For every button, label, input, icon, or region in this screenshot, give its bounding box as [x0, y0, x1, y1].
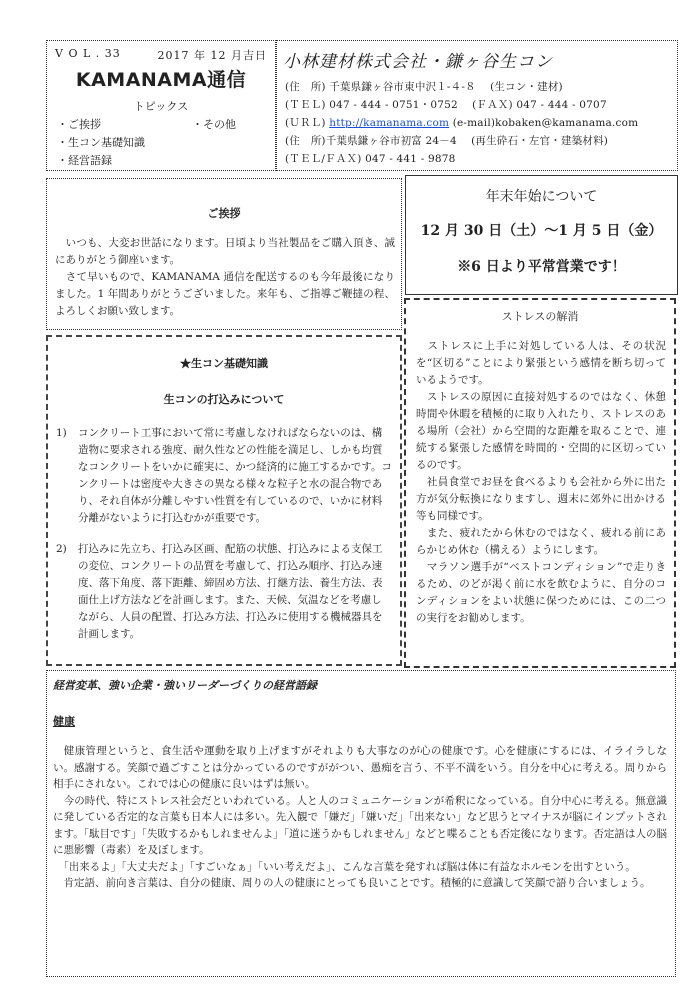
quotes-paragraph: 健康管理というと、食生活や運動を取り上げますがそれよりも大事なのが心の健康です。心を健康にするには、イライラしない。感謝する。笑顔で過ごすことは分かっているのですががつい、愚痴を言う、不平不満をいう。自分を中心に考える。周りから相手にされない。これでは心の健康に良いはずは無い。 — [53, 745, 667, 790]
quotes-title: 経営変革、強い企業・強いリーダーづくりの経営語録 — [53, 679, 317, 692]
holiday-notice-box — [405, 175, 678, 295]
issue-volume: V O L . 33 — [55, 47, 121, 60]
company-url-line — [285, 115, 638, 130]
item-number: 1) — [56, 427, 67, 439]
holiday-resume-note: ※6 日より平常営業です！ — [457, 259, 626, 275]
company-address-2: (住 所)千葉県鎌ヶ谷市初富 24－4 (再生砕石・左官・建築材料) — [285, 135, 609, 147]
stress-paragraph: ストレスの原因に直接対処するのではなく、休憩時間や休暇を積極的に取り入れたり、ストレスのある場所（会社）から空間的な距離を取ることで、連続する緊張した感情を時間的・空間的に区切っているのです。 — [416, 391, 666, 471]
holiday-dates: 12 月 30 日（土）～1 月 5 日（金） — [420, 223, 663, 239]
item-text: 打込みに先立ち、打込み区画、配筋の状態、打込みによる支保工の変位、コンクリートの品質を考慮して、打込み順序、打込み速度、落下角度、落下距離、締固め方法、打継方法、養生方法、表面仕上げ方法などを計画します。また、天候、気温などを考慮しながら、人員の配置、打込み方法、打込みに使用する機械器具を計画します。 — [78, 543, 383, 640]
stress-column-box — [404, 298, 676, 668]
holiday-title: 年末年始について — [485, 189, 598, 205]
masthead-box — [46, 40, 276, 171]
quotes-paragraph: 肯定語、前向き言葉は、自分の健康、周りの人の健康にとっても良いことです。積極的に意識して笑顔で語り合いましょう。 — [53, 877, 651, 889]
management-quotes-box — [46, 670, 676, 977]
greeting-box — [46, 178, 402, 330]
knowledge-title: ★生コン基礎知識 — [180, 357, 268, 370]
greeting-title: ご挨拶 — [207, 207, 241, 220]
knowledge-subtitle: 生コンの打込みについて — [163, 393, 285, 406]
greeting-paragraph: さて早いもので、KAMANAMA 通信を配送するのも今年最後になりました。1 年間ありがとうございました。来年も、ご指導ご鞭撻の程、よろしくお願い致します。 — [55, 271, 395, 317]
greeting-paragraph: いつも、大変お世話になります。日頃より当社製品をご購入頂き、誠にありがとう御座います。 — [55, 237, 395, 266]
topic-item: ・ご挨拶 — [57, 118, 101, 131]
issue-date: 2017 年 12 月吉日 — [157, 49, 267, 62]
newsletter-title: KAMANAMA通信 — [75, 69, 247, 91]
website-link[interactable]: http://kamanama.com — [329, 117, 450, 129]
stress-paragraph: 社員食堂でお昼を食べるよりも会社から外に出た方が気分転換になりますし、週末に郊外に出かける等も同様です。 — [416, 476, 666, 522]
issue-line — [55, 47, 267, 63]
topic-item: ・経営語録 — [57, 154, 112, 167]
knowledge-item — [54, 541, 392, 643]
topic-item: ・その他 — [192, 118, 236, 131]
item-number: 2) — [56, 543, 67, 555]
stress-paragraph: マラソン選手が“ベストコンディション”で走りきるため、のどが渇く前に水を飲むように、自分のコンディションをよい状態に保つためには、この二つの実行をお勧めします。 — [416, 561, 666, 624]
quotes-paragraph: 「出来るよ」「大丈夫だよ」「すごいなぁ」「いい考えだよ」、こんな言葉を発すれば脳は体に有益なホルモンを出すという。 — [53, 860, 636, 873]
stress-paragraph: また、疲れたから休むのではなく、疲れる前にあらかじめ休む（構える）ようにします。 — [416, 527, 666, 556]
stress-paragraph: ストレスに上手に対処している人は、その状況を“区切る”ことにより緊張という感情を断ち切っているようです。 — [416, 340, 666, 386]
knowledge-item — [54, 425, 392, 527]
quotes-paragraph: 今の時代、特にストレス社会だといわれている。人と人のコミュニケーションが希釈になっている。自分中心に考える。無意識に発している否定的な言葉も日本人には多い。先入観で「嫌だ」「嫌いだ」「出来ない」など思うとマイナスが脳にインプットされます。「駄目です」「失敗するかもしれませんよ」「道に迷うかもしれません」などと喋ることも否定後になります。否定語は人の脳に悪影響（毒素）を及ぼします。 — [53, 794, 667, 856]
company-name: 小林建材株式会社・鎌ヶ谷生コン — [283, 52, 553, 72]
knowledge-box — [46, 335, 402, 666]
topics-heading: トピックス — [133, 100, 189, 113]
company-address-1: (住 所) 千葉県鎌ヶ谷市東中沢１-４-８ (生コン・建材) — [285, 81, 563, 93]
company-tel-2: (ＴＥＬ/ＦＡＸ) 047 - 441 - 9878 — [285, 153, 456, 165]
topic-item: ・生コン基礎知識 — [57, 136, 145, 149]
quotes-subtitle: 健康 — [53, 715, 75, 728]
stress-title: ストレスの解消 — [501, 310, 579, 323]
quotes-body — [53, 743, 667, 892]
item-text: コンクリート工事において常に考慮しなければならないのは、構造物に要求される強度、耐久性などの性能を満足し、しかも均質なコンクリートをいかに確実に、かつ経済的に施工するかです。コンクリートは密度や大きさの異なる様々な粒子と水の混合物であり、それ自体が分離しやすい性質を有しているので、いかに材料分離がないように打込むかが重要です。 — [78, 427, 392, 524]
company-info-box — [276, 40, 678, 171]
email-text: (e-mail)kobaken@kamanama.com — [449, 117, 639, 129]
url-label: (ＵＲＬ) — [285, 117, 330, 129]
company-tel-1: (ＴＥＬ) 047 - 444 - 0751・0752 (ＦＡＸ) 047 - 444 - 0707 — [285, 99, 607, 111]
